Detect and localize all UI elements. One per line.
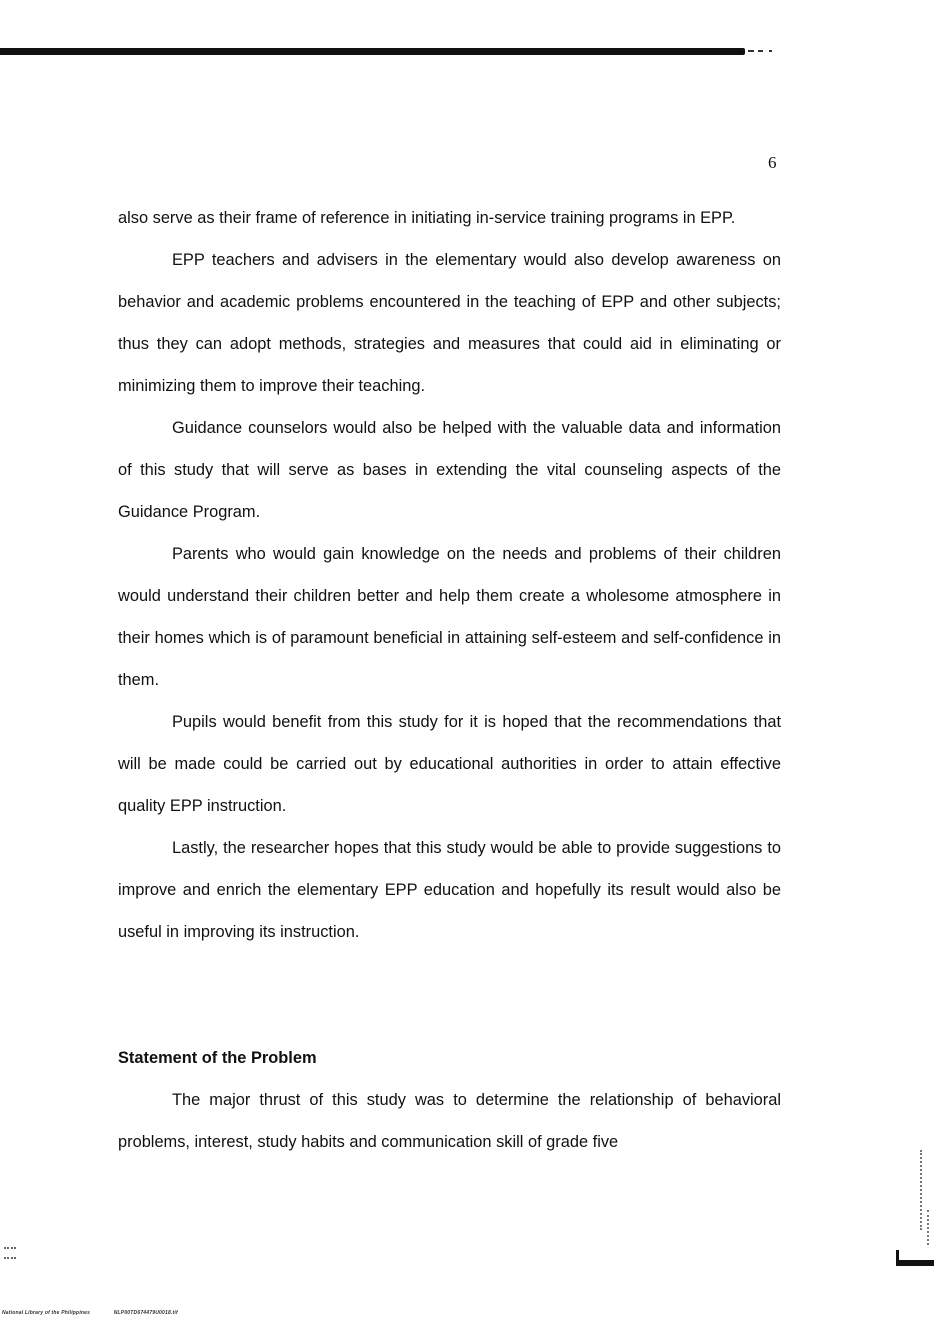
paragraph: Guidance counselors would also be helped with the valuable data and information of this study that will serve as bases in extending the vital counseling aspects of the Guidance Program. [118, 419, 781, 521]
top-rule-dash [769, 50, 772, 52]
paragraph: The major thrust of this study was to determine the relationship of behavioral problems, interest, study habits and communication skill of grade five [118, 1091, 781, 1151]
paragraph: Parents who would gain knowledge on the needs and problems of their children would understand their children better and help them create a wholesome atmosphere in their homes which is of paramount beneficial in attaining self-esteem and self-confidence in them. [118, 545, 781, 689]
paragraph: Lastly, the researcher hopes that this study would be able to provide suggestions to improve and enrich the elementary EPP education and hopefully its result would also be useful in improving its instruction. [118, 839, 781, 941]
footer-library: National Library of the Philippines [2, 1310, 91, 1316]
top-rule [0, 48, 745, 55]
top-rule-dash [758, 50, 763, 52]
top-rule-dash [748, 50, 754, 52]
section-heading: Statement of the Problem [118, 1049, 317, 1067]
paragraph: EPP teachers and advisers in the elementary would also develop awareness on behavior and academic problems encountered in the teaching of EPP and other subjects; thus they can adopt methods, strategies and measures that could aid in eliminating or minimizing them to improve their teaching. [118, 251, 781, 395]
scan-artifact [920, 1150, 925, 1230]
body-text [118, 197, 781, 953]
scan-bracket [896, 1250, 934, 1266]
paragraph: Pupils would benefit from this study for it is hoped that the recommendations that will be made could be carried out by educational authorities in order to attain effective quality EPP instruction. [118, 713, 781, 815]
section-body-text [118, 1079, 781, 1163]
scan-artifact [927, 1210, 932, 1245]
footer [2, 1310, 178, 1316]
scan-speck [4, 1247, 16, 1259]
footer-file-id: NLP00TD674479U0018.tif [113, 1310, 178, 1316]
paragraph: also serve as their frame of reference in initiating in-service training programs in EPP. [118, 209, 736, 227]
page-number: 6 [768, 153, 777, 172]
